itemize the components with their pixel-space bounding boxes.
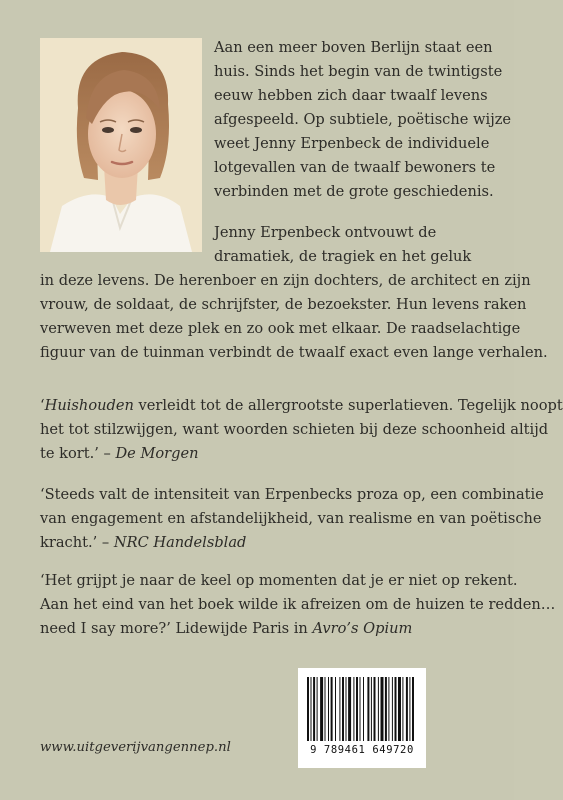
quote-source: NRC Handelsblad <box>113 534 247 551</box>
intro-paragraph <box>214 36 511 204</box>
author-portrait-icon <box>40 38 202 252</box>
intro-line: lotgevallen van de twaalf bewoners te <box>214 159 496 176</box>
intro-line: huis. Sinds het begin van de twintigste <box>214 63 503 80</box>
quote-text: kracht.’ – <box>40 534 114 551</box>
intro-line: Aan een meer boven Berlijn staat een <box>214 39 493 56</box>
quote-line <box>40 394 563 418</box>
author-photo <box>40 38 202 252</box>
summary-paragraph-bottom <box>40 269 548 365</box>
intro-line: eeuw hebben zich daar twaalf levens <box>214 87 488 104</box>
quote-source: Avro’s Opium <box>312 620 413 637</box>
intro-line: verbinden met de grote geschiedenis. <box>214 183 494 200</box>
quote-line <box>40 531 544 555</box>
intro-line: weet Jenny Erpenbeck de individuele <box>214 135 490 152</box>
quote-line: van engagement en afstandelijkheid, van realisme en van poëtische <box>40 510 542 527</box>
quote-line <box>40 617 555 641</box>
isbn-number: 9 789461 649720 <box>310 744 414 756</box>
open-quote: ‘ <box>40 397 45 414</box>
quote-text: te kort.’ – <box>40 445 116 462</box>
quote-de-morgen <box>40 394 563 466</box>
quote-line: ‘Steeds valt de intensiteit van Erpenbecks proza op, een combinatie <box>40 486 544 503</box>
publisher-website[interactable]: www.uitgeverijvangennep.nl <box>40 740 231 755</box>
isbn-barcode <box>298 668 426 768</box>
quote-source: De Morgen <box>115 445 199 462</box>
summary-line: Jenny Erpenbeck ontvouwt de <box>214 224 437 241</box>
quote-nrc <box>40 483 544 555</box>
summary-line: vrouw, de soldaat, de schrijfster, de bezoekster. Hun levens raken <box>40 296 527 313</box>
quote-line: Aan het eind van het boek wilde ik afreizen om de huizen te redden… <box>40 596 556 613</box>
summary-line: in deze levens. De herenboer en zijn dochters, de architect en zijn <box>40 272 531 289</box>
summary-line: figuur van de tuinman verbindt de twaalf exact even lange verhalen. <box>40 344 548 361</box>
barcode-bars <box>307 677 417 741</box>
summary-paragraph-top <box>214 221 471 269</box>
quote-opium <box>40 569 555 641</box>
quote-line: het tot stilzwijgen, want woorden schieten bij deze schoonheid altijd <box>40 421 549 438</box>
summary-line: verweven met deze plek en zo ook met elkaar. De raadselachtige <box>40 320 521 337</box>
quote-text: verleidt tot de allergrootste superlatieven. Tegelijk noopt <box>133 397 563 414</box>
summary-line: dramatiek, de tragiek en het geluk <box>214 248 472 265</box>
quote-text: need I say more?’ Lidewijde Paris in <box>40 620 313 637</box>
book-title: Huishouden <box>44 397 134 414</box>
intro-line: afgespeeld. Op subtiele, poëtische wijze <box>214 111 512 128</box>
quote-line <box>40 442 563 466</box>
quote-line: ‘Het grijpt je naar de keel op momenten dat je er niet op rekent. <box>40 572 518 589</box>
